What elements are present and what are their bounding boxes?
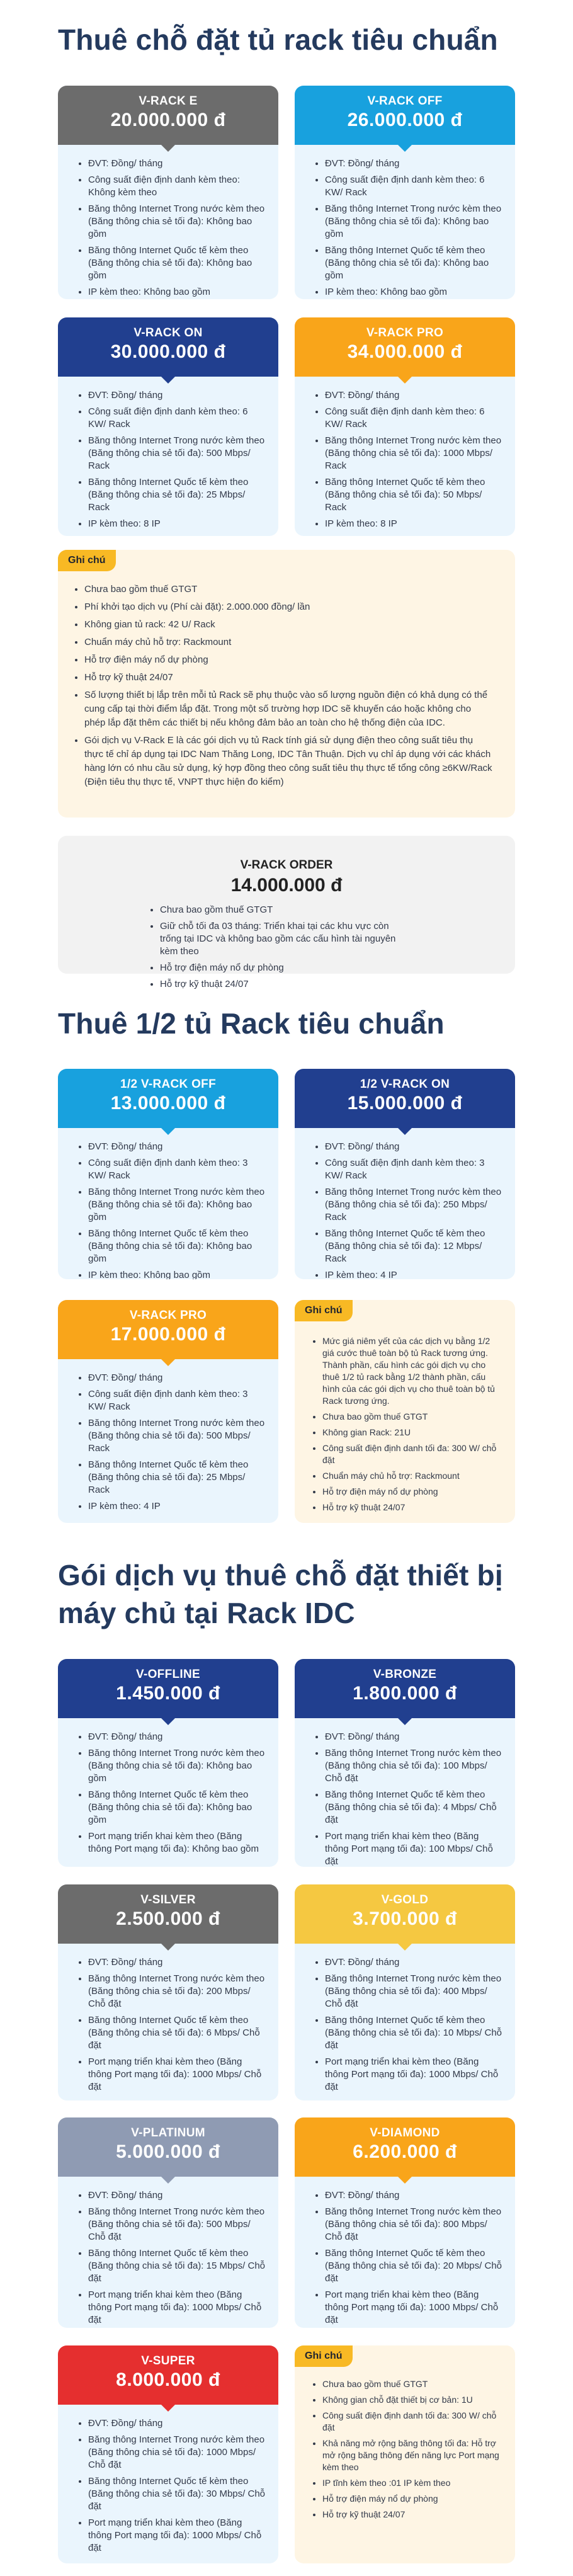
plan-price: 34.000.000 đ [347,341,463,362]
feature-item: • Băng thông Internet Trong nước kèm theo (Băng thông chia sẻ tối đa): 800 Mbps/ Chỗ đặt [325,2206,502,2243]
note-item: • Phí khởi tạo dịch vụ (Phí cài đặt): 2.000.000 đồng/ lần [84,600,494,614]
note-item: • Chưa bao gồm thuế GTGT [322,2378,502,2390]
plan-name: V-RACK OFF [367,94,443,108]
card-header [58,2345,278,2405]
plan-name: V-DIAMOND [370,2126,440,2140]
pricing-card-v-rack-pro[interactable] [295,317,515,536]
note-item: • Hỗ trợ điện máy nổ dự phòng [84,653,494,667]
feature-item: • Băng thông Internet Quốc tế kèm theo (Băng thông chia sẻ tối đa): 50 Mbps/ Rack [325,476,502,514]
feature-item: • IP kèm theo: Không bao gồm [325,286,502,299]
feature-item: • IP kèm theo: 8 IP [325,518,502,530]
feature-item: • ĐVT: Đồng/ tháng [325,2189,502,2202]
feature-item: • Băng thông Internet Quốc tế kèm theo (Băng thông chia sẻ tối đa): 30 Mbps/ Chỗ đặt [88,2475,266,2513]
feature-item: • ĐVT: Đồng/ tháng [88,2189,266,2202]
card-header [58,1659,278,1718]
plan-price: 15.000.000 đ [347,1093,463,1114]
header-pointer [161,2404,176,2412]
feature-list [295,1944,515,2100]
card-header [58,317,278,377]
plan-price: 26.000.000 đ [347,110,463,130]
feature-item: • Port mạng triển khai kèm theo (Băng thông Port mạng tối đa): 100 Mbps/ Chỗ đặt [325,1830,502,1867]
section-title: Thuê chỗ đặt tủ rack tiêu chuẩn [58,23,498,56]
plan-price: 2.500.000 đ [116,1908,220,1929]
plan-name: V-SILVER [140,1893,196,1906]
note-item: • Chưa bao gồm thuế GTGT [84,583,494,596]
feature-item: • ĐVT: Đồng/ tháng [325,1731,502,1743]
pricing-card-v-super[interactable] [58,2345,278,2563]
feature-item: • IP kèm theo: Không bao gồm [88,286,266,299]
plan-name: V-SUPER [141,2354,195,2368]
feature-item: • Băng thông Internet Quốc tế kèm theo (Băng thông chia sẻ tối đa): Không bao gồm [88,244,266,282]
header-pointer [397,1718,412,1725]
header-pointer [397,1943,412,1951]
feature-item: • Công suất điện định danh kèm theo: Không kèm theo [88,174,266,199]
pricing-card-v-gold[interactable] [295,1884,515,2100]
note-list [322,1335,502,1517]
card-header [58,1069,278,1128]
feature-list [295,1718,515,1867]
feature-item: • Port mạng triển khai kèm theo (Băng thông Port mạng tối đa): 1000 Mbps/ Chỗ đặt [88,2056,266,2094]
header-pointer [161,2176,176,2184]
note-list [322,2378,502,2524]
note-item: • Chưa bao gồm thuế GTGT [322,1411,502,1423]
plan-price: 13.000.000 đ [110,1093,226,1114]
note-item: • Không gian chỗ đặt thiết bị cơ bản: 1U [322,2394,502,2406]
header-pointer [397,2176,412,2184]
feature-list [295,1128,515,1279]
pricing-card-v-silver[interactable] [58,1884,278,2100]
feature-item: • Công suất điện định danh kèm theo: 3 KW/ Rack [88,1388,266,1413]
feature-item: • Chưa bao gồm thuế GTGT [160,904,412,916]
feature-item: • ĐVT: Đồng/ tháng [325,1141,502,1153]
card-header [295,1659,515,1718]
feature-item: • ĐVT: Đồng/ tháng [88,2417,266,2430]
header-pointer [397,1127,412,1135]
card-header [295,1069,515,1128]
feature-item: • ĐVT: Đồng/ tháng [325,157,502,170]
feature-item: • ĐVT: Đồng/ tháng [88,1141,266,1153]
feature-list [58,2177,278,2328]
feature-item: • Công suất điện định danh kèm theo: 6 KW/ Rack [88,406,266,431]
plan-name: 1/2 V-RACK OFF [120,1078,216,1091]
card-header [295,317,515,377]
card-header [295,2117,515,2177]
feature-item: • Băng thông Internet Quốc tế kèm theo (Băng thông chia sẻ tối đa): 6 Mbps/ Chỗ đặt [88,2014,266,2052]
feature-item: • Port mạng triển khai kèm theo (Băng thông Port mạng tối đa): 1000 Mbps/ Chỗ đặt [88,2289,266,2327]
feature-list [295,377,515,536]
feature-item: • Băng thông Internet Trong nước kèm theo (Băng thông chia sẻ tối đa): 250 Mbps/ Rack [325,1186,502,1224]
feature-item: • Băng thông Internet Trong nước kèm theo (Băng thông chia sẻ tối đa): 1000 Mbps/ Chỗ đặt [88,2434,266,2471]
header-pointer [161,1359,176,1366]
note-item: • Hỗ trợ kỹ thuật 24/07 [84,671,494,685]
feature-item: • Giữ chỗ tối đa 03 tháng: Triển khai tại các khu vực còn trống tại IDC và không bao gồm các cấu hình tài nguyên kèm theo [160,920,412,958]
feature-item: • IP kèm theo: 4 IP [325,1269,502,1279]
feature-list [58,1359,278,1523]
note-item: • Chuẩn máy chủ hỗ trợ: Rackmount [322,1470,502,1482]
plan-price: 20.000.000 đ [110,110,226,130]
feature-item: • Băng thông Internet Quốc tế kèm theo (Băng thông chia sẻ tối đa): Không bao gồm [325,244,502,282]
card-header [58,86,278,145]
feature-item: • Băng thông Internet Quốc tế kèm theo (Băng thông chia sẻ tối đa): 10 Mbps/ Chỗ đặt [325,2014,502,2052]
feature-list [58,145,278,299]
pricing-card-half-v-rack-off[interactable] [58,1069,278,1279]
card-header [58,1884,278,1944]
feature-item: • Băng thông Internet Quốc tế kèm theo (Băng thông chia sẻ tối đa): 12 Mbps/ Rack [325,1228,502,1265]
plan-name: V-GOLD [381,1893,429,1906]
header-pointer [161,376,176,384]
note-item: • Không gian tủ rack: 42 U/ Rack [84,618,494,632]
feature-item: • Băng thông Internet Quốc tế kèm theo (Băng thông chia sẻ tối đa): 25 Mbps/ Rack [88,476,266,514]
header-pointer [161,1943,176,1951]
plan-price: 1.800.000 đ [353,1683,457,1704]
feature-item: • Băng thông Internet Trong nước kèm theo (Băng thông chia sẻ tối đa): 500 Mbps/ Rack [88,435,266,472]
feature-item: • Port mạng triển khai kèm theo (Băng thông Port mạng tối đa): 1000 Mbps/ Chỗ đặt [325,2056,502,2094]
feature-item: • Hỗ trợ kỹ thuật 24/07 [160,978,412,991]
note-item: • Hỗ trợ điện máy nổ dự phòng [322,2493,502,2505]
plan-price: 5.000.000 đ [116,2141,220,2162]
plan-name: V-BRONZE [373,1668,437,1681]
plan-name: 1/2 V-RACK ON [360,1078,450,1091]
feature-item: • ĐVT: Đồng/ tháng [88,1372,266,1384]
feature-item: • Băng thông Internet Quốc tế kèm theo (Băng thông chia sẻ tối đa): 20 Mbps/ Chỗ đặt [325,2247,502,2285]
plan-name: V-RACK PRO [129,1309,207,1322]
feature-list [58,377,278,536]
feature-item: • Công suất điện định danh kèm theo: 3 KW/ Rack [88,1157,266,1182]
note-box [295,1300,515,1523]
note-item: • Khả năng mở rộng băng thông tối đa: Hỗ trợ mở rộng băng thông đến năng lực Port mạng kèm theo [322,2437,502,2473]
card-header [295,1884,515,1944]
feature-item: • Băng thông Internet Quốc tế kèm theo (Băng thông chia sẻ tối đa): 25 Mbps/ Rack [88,1459,266,1496]
header-pointer [161,1127,176,1135]
header-pointer [397,376,412,384]
feature-list [58,1128,278,1279]
pricing-card-v-rack-order[interactable] [58,836,515,989]
feature-item: • Hỗ trợ điện máy nổ dự phòng [160,962,412,974]
feature-list [58,1944,278,2100]
plan-price: 6.200.000 đ [353,2141,457,2162]
feature-item: • ĐVT: Đồng/ tháng [88,1731,266,1743]
feature-item: • Port mạng triển khai kèm theo (Băng thông Port mạng tối đa): 1000 Mbps/ Chỗ đặt [88,2517,266,2555]
pricing-card-half-v-rack-on[interactable] [295,1069,515,1279]
note-item: • Công suất điện định danh tối đa: 300 W/ chỗ đặt [322,1442,502,1466]
feature-item: • ĐVT: Đồng/ tháng [88,157,266,170]
plan-price: 1.450.000 đ [116,1683,220,1704]
note-box [58,550,515,818]
note-item: • Công suất điện định danh tối đa: 300 W/ chỗ đặt [322,2410,502,2434]
card-header [58,2117,278,2177]
plan-price: 14.000.000 đ [230,875,343,896]
note-item: • Không gian Rack: 21U [322,1427,502,1439]
note-item: • Mức giá niêm yết của các dịch vụ bằng 1/2 giá cước thuê toàn bộ tủ Rack tương ứng. Thành phần, cấu hình các gói dịch vụ cho thuê 1/2 tủ rack bằng 1/2 thành phần, cấu hình của các gói dịch vụ cho thuê toàn bộ tủ Rack tương ứng. [322,1335,502,1407]
plan-price: 8.000.000 đ [116,2369,220,2390]
plan-price: 30.000.000 đ [110,341,226,362]
feature-item: • Băng thông Internet Trong nước kèm theo (Băng thông chia sẻ tối đa): Không bao gồm [88,1186,266,1224]
note-item: • Hỗ trợ kỹ thuật 24/07 [322,2509,502,2521]
card-header [58,1300,278,1359]
feature-item: • Băng thông Internet Quốc tế kèm theo (Băng thông chia sẻ tối đa): 4 Mbps/ Chỗ đặt [325,1789,502,1827]
feature-item: • Port mạng triển khai kèm theo (Băng thông Port mạng tối đa): Không bao gồm [88,1830,266,1855]
note-item: • Hỗ trợ điện máy nổ dự phòng [322,1486,502,1498]
plan-name: V-RACK ORDER [240,858,333,872]
feature-item: • IP kèm theo: Không bao gồm [88,1269,266,1279]
feature-item: • Port mạng triển khai kèm theo (Băng thông Port mạng tối đa): 1000 Mbps/ Chỗ đặt [325,2289,502,2327]
note-badge: Ghi chú [295,2345,353,2367]
note-item: • Chuẩn máy chủ hỗ trợ: Rackmount [84,635,494,649]
feature-item: • Băng thông Internet Trong nước kèm theo (Băng thông chia sẻ tối đa): Không bao gồm [88,203,266,241]
plan-name: V-PLATINUM [131,2126,205,2140]
pricing-card-v-offline[interactable] [58,1659,278,1867]
feature-item: • ĐVT: Đồng/ tháng [325,1956,502,1969]
plan-name: V-RACK PRO [366,326,444,339]
note-box [295,2345,515,2563]
feature-item: • Băng thông Internet Trong nước kèm theo (Băng thông chia sẻ tối đa): 1000 Mbps/ Rack [325,435,502,472]
feature-item: • Băng thông Internet Trong nước kèm theo (Băng thông chia sẻ tối đa): 500 Mbps/ Rack [88,1417,266,1455]
feature-item: • Công suất điện định danh kèm theo: 3 KW/ Rack [325,1157,502,1182]
plan-price: 17.000.000 đ [110,1324,226,1345]
feature-item: • ĐVT: Đồng/ tháng [88,389,266,402]
plan-name: V-RACK E [139,94,198,108]
section-title: Gói dịch vụ thuê chỗ đặt thiết bị máy chủ tại Rack IDC [58,1559,503,1629]
feature-item: • ĐVT: Đồng/ tháng [325,389,502,402]
plan-price: 3.700.000 đ [353,1908,457,1929]
note-badge: Ghi chú [58,550,116,571]
plan-name: V-RACK ON [133,326,203,339]
feature-item: • Băng thông Internet Quốc tế kèm theo (Băng thông chia sẻ tối đa): 15 Mbps/ Chỗ đặt [88,2247,266,2285]
card-header [295,86,515,145]
feature-item: • Công suất điện định danh kèm theo: 6 KW/ Rack [325,406,502,431]
pricing-card-v-rack-e[interactable] [58,86,278,299]
feature-item: • IP kèm theo: 8 IP [88,518,266,530]
feature-item: • Băng thông Internet Trong nước kèm theo (Băng thông chia sẻ tối đa): 100 Mbps/ Chỗ đặt [325,1747,502,1785]
header-pointer [397,144,412,152]
pricing-card-half-v-rack-pro[interactable] [58,1300,278,1523]
feature-item: • ĐVT: Đồng/ tháng [88,1956,266,1969]
pricing-card-v-bronze[interactable] [295,1659,515,1867]
feature-item: • Băng thông Internet Trong nước kèm theo (Băng thông chia sẻ tối đa): Không bao gồm [325,203,502,241]
pricing-card-v-diamond[interactable] [295,2117,515,2328]
feature-item: • Băng thông Internet Quốc tế kèm theo (Băng thông chia sẻ tối đa): Không bao gồm [88,1789,266,1827]
pricing-card-v-rack-on[interactable] [58,317,278,536]
pricing-card-v-platinum[interactable] [58,2117,278,2328]
feature-list [295,145,515,299]
note-badge: Ghi chú [295,1300,353,1321]
feature-list [58,2405,278,2563]
header-pointer [161,1718,176,1725]
feature-list [160,904,412,994]
section-title: Thuê 1/2 tủ Rack tiêu chuẩn [58,1007,445,1040]
note-item: • Hỗ trợ kỹ thuật 24/07 [322,1502,502,1513]
feature-item: • Băng thông Internet Trong nước kèm theo (Băng thông chia sẻ tối đa): Không bao gồm [88,1747,266,1785]
note-item: • Số lượng thiết bị lắp trên mỗi tủ Rack sẽ phụ thuộc vào số lượng nguồn điện có khả dụng có thể cung cấp tại thời điểm lắp đặt. Trong một số trường hợp IDC sẽ khuyến cáo hoặc không cho phép lắp đặt thêm các thiết bị nếu không đảm bảo an toàn cho hệ thống điện của IDC. [84,688,494,730]
note-item: • Gói dịch vụ V-Rack E là các gói dịch vụ tủ Rack tính giá sử dụng điện theo công suất tiêu thụ thực tế chỉ áp dụng tại IDC Nam Thăng Long, IDC Tân Thuận. Dịch vụ chỉ áp dụng với các khách hàng lớn có nhu cầu sử dụng, ký hợp đồng theo công suất tiêu thụ thực tế tổng công ≥6KW/Rack (Điện tiêu thụ thực tế, VNPT thực hiện đo kiểm) [84,734,494,789]
feature-list [58,1718,278,1867]
feature-item: • Băng thông Internet Quốc tế kèm theo (Băng thông chia sẻ tối đa): Không bao gồm [88,1228,266,1265]
note-item: • IP tĩnh kèm theo :01 IP kèm theo [322,2477,502,2489]
feature-item: • Băng thông Internet Trong nước kèm theo (Băng thông chia sẻ tối đa): 400 Mbps/ Chỗ đặt [325,1973,502,2010]
header-pointer [161,144,176,152]
feature-list [295,2177,515,2328]
feature-item: • Băng thông Internet Trong nước kèm theo (Băng thông chia sẻ tối đa): 200 Mbps/ Chỗ đặt [88,1973,266,2010]
feature-item: • Công suất điện định danh kèm theo: 6 KW/ Rack [325,174,502,199]
feature-item: • IP kèm theo: 4 IP [88,1500,266,1513]
plan-name: V-OFFLINE [136,1668,200,1681]
note-list [84,583,494,793]
pricing-card-v-rack-off[interactable] [295,86,515,299]
feature-item: • Băng thông Internet Trong nước kèm theo (Băng thông chia sẻ tối đa): 500 Mbps/ Chỗ đặt [88,2206,266,2243]
